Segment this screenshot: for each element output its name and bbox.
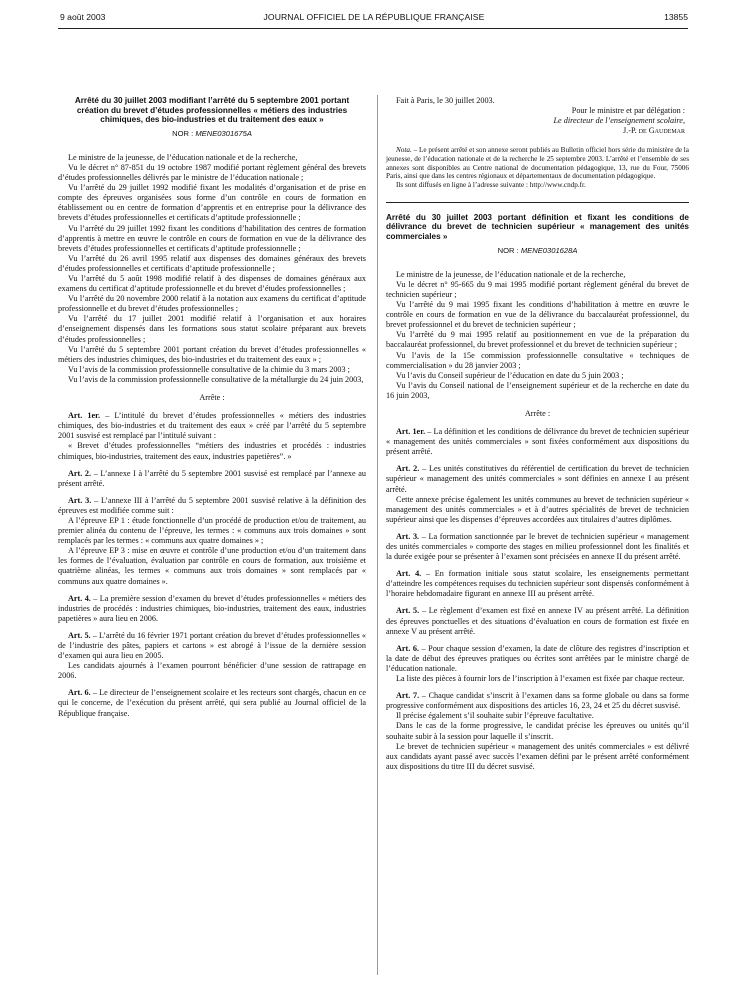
article-gap — [386, 637, 689, 644]
article-text: « Brevet d’études professionnelles “métiers des industries et procédés : industries chimiques, bio-industries, traitement des eaux, industries papetières”. » — [58, 441, 366, 461]
recital-paragraph: Vu l’avis du Conseil supérieur de l’éducation en date du 5 juin 2003 ; — [396, 370, 624, 380]
article-paragraph — [386, 644, 689, 674]
article-text: La liste des pièces à fournir lors de l’inscription à l’examen est fixée par chaque recteur. — [396, 674, 685, 684]
fait-line: Fait à Paris, le 30 juillet 2003. — [396, 96, 495, 105]
article-gap — [386, 562, 689, 569]
decree-title: Arrêté du 30 juillet 2003 modifiant l’arrêté du 5 septembre 2001 portant création du brevet d’études professionnelles « métiers des industries chimiques, des bio-industries et du traitement des eaux » — [74, 96, 350, 125]
recitals — [58, 153, 366, 385]
recital-paragraph: Vu l’arrêté du 17 juillet 2001 modifié relatif à l’organisation et aux horaires d’enseignement dispensés dans les formations sous statut scolaire préparant aux brevets d’études professionnelles ; — [58, 314, 366, 344]
recital-paragraph: Vu l’arrêté du 9 mai 1995 relatif au positionnement en vue de la préparation du baccalauréat professionnel, du brevet professionnel et du brevet de technicien supérieur ; — [386, 330, 689, 350]
signature-line-3: J.-P. de Gaudemar — [623, 126, 685, 136]
article-gap — [386, 457, 689, 464]
recital-paragraph: Vu l’avis de la 15e commission professionnelle consultative « techniques de commercialisation » du 28 janvier 2003 ; — [386, 350, 689, 370]
article-text: – La première session d’examen du brevet d’études professionnelles « métiers des industries de procédés : industries chimiques, bio-industries, traitement des eaux, industries papetières » aura lieu en 2006. — [58, 593, 366, 623]
article-text: – La définition et les conditions de délivrance du brevet de technicien supérieur « management des unités commerciales » sont fixées conformément aux dispositions du présent arrêté. — [386, 427, 689, 457]
recital-paragraph: Vu l’avis du Conseil national de l’enseignement supérieur et de la recherche en date du 16 juin 2003, — [386, 380, 689, 400]
recital-paragraph: Vu le décret n° 87-851 du 19 octobre 1987 modifié portant règlement général des brevets d’études professionnelles délivrés par le ministre de l’éducation nationale ; — [58, 162, 366, 183]
article-continuation — [58, 441, 366, 461]
article-text: – Pour chaque session d’examen, la date de clôture des registres d’inscription et la date de début des épreuves pratiques ou écrites sont arrêtées par le ministre chargé de l’éducation nationale. — [386, 643, 689, 673]
article-paragraph — [386, 606, 689, 636]
article-continuation — [386, 721, 689, 741]
signature-line-1: Pour le ministre et par délégation : — [571, 106, 685, 116]
article-label: Art. 4. — [68, 593, 91, 603]
article-gap — [58, 489, 366, 496]
header-rule — [58, 28, 688, 29]
article-continuation — [58, 516, 366, 546]
article-gap — [58, 462, 366, 469]
article-label: Art. 2. — [68, 468, 92, 478]
article-label: Art. 1er. — [396, 427, 426, 437]
article-gap — [58, 587, 366, 594]
article-text: Dans le cas de la forme progressive, le candidat précise les épreuves ou unités qu’il souhaite subir à la session pour laquelle il s’inscrit. — [386, 721, 689, 741]
nor-reference-2 — [386, 246, 689, 256]
article-label: Art. 6. — [396, 643, 419, 653]
signature-block — [386, 106, 685, 136]
article-text: – L’annexe III à l’arrêté du 5 septembre 2001 susvisé relative à la définition des épreuves est modifiée comme suit : — [58, 495, 366, 515]
article-label: Art. 4. — [396, 569, 422, 579]
decree-title-2: Arrêté du 30 juillet 2003 portant définition et fixant les conditions de délivrance du brevet de technicien supérieur « management des unités commerciales » — [386, 212, 689, 242]
article-text: – L’annexe I à l’arrêté du 5 septembre 2001 susvisé est remplacé par l’annexe au présent arrêté. — [58, 468, 366, 488]
article-text: – L’intitulé du brevet d’études professionnelles « métiers des industries chimiques, des bio-industries et du traitement des eaux » créé par l’arrêté du 5 septembre 2001 susvisé est remplacé par l’intitulé suivant : — [58, 411, 366, 441]
article-text: – La formation sanctionnée par le brevet de technicien supérieur « management des unités commerciales » comporte des stages en milieu professionnel dont les finalités et la durée exigée pour se présenter à l’examen sont précisées en annexe II du présent arrêté. — [386, 531, 689, 562]
article-gap — [386, 525, 689, 532]
article-label: Art. 6. — [68, 688, 91, 698]
section-divider — [386, 202, 689, 203]
article-gap — [58, 624, 366, 631]
article-paragraph — [58, 631, 366, 661]
recital-paragraph: Vu l’arrêté du 29 juillet 1992 fixant les conditions d’habilitation des centres de formation d’apprentis à mettre en œuvre le contrôle en cours de formation en vue de la délivrance des brevets d’études professionnelles et certificats d’aptitude professionnelle ; — [58, 223, 366, 253]
article-continuation — [386, 711, 689, 721]
right-column — [386, 96, 689, 772]
recital-paragraph: Vu l’arrêté du 5 septembre 2001 portant création du brevet d’études professionnelles « métiers des industries chimiques, des bio-industries et du traitement des eaux » ; — [58, 344, 366, 364]
recital-paragraph: Vu l’arrêté du 20 novembre 2000 relatif à la notation aux examens du certificat d’aptitude professionnelle et du brevet d’études professionnelles ; — [58, 294, 366, 314]
nota-text-2: Ils sont diffusés en ligne à l’adresse suivante : http://www.cndp.fr. — [396, 181, 586, 190]
recital-paragraph: Vu l’arrêté du 29 juillet 1992 modifié fixant les modalités d’organisation et de prise en compte des épreuves organisées sous forme d’un contrôle en cours de formation en établissement ou en centre de formation d’apprentis et en entreprise pour la délivrance des brevets d’études professionnelles et certificats d’aptitude professionnelle ; — [58, 183, 366, 223]
recital-paragraph: Le ministre de la jeunesse, de l’éducation nationale et de la recherche, — [396, 269, 626, 279]
article-continuation — [58, 546, 366, 586]
article-label: Art. 3. — [396, 531, 420, 541]
articles — [58, 411, 366, 719]
article-label: Art. 5. — [396, 606, 420, 616]
article-text: – Chaque candidat s’inscrit à l’examen dans sa forme globale ou dans sa forme progressive conformément aux dispositions des articles 16, 23, 24 et 25 du décret susvisé. — [386, 691, 689, 711]
page-header — [0, 12, 748, 26]
recitals-2 — [386, 270, 689, 401]
article-label: Art. 5. — [68, 630, 91, 640]
left-column — [58, 96, 366, 719]
arrete-heading: Arrête : — [199, 393, 225, 403]
article-text: Le brevet de technicien supérieur « management des unités commerciales » est délivré aux candidats ayant passé avec succès l’examen défini par le présent arrêté conformément aux dispositions du titre III du décret susvisé. — [386, 741, 689, 771]
page-number: 13855 — [664, 12, 688, 22]
article-paragraph — [386, 532, 689, 562]
journal-title: JOURNAL OFFICIEL DE LA RÉPUBLIQUE FRANÇAISE — [263, 12, 485, 22]
article-paragraph — [386, 691, 689, 711]
nor-label-2: NOR : — [497, 245, 519, 255]
article-paragraph — [58, 594, 366, 624]
nota — [386, 146, 689, 190]
article-paragraph — [58, 469, 366, 489]
recital-paragraph: Vu l’avis de la commission professionnelle consultative de la chimie du 3 mars 2003 ; — [68, 364, 350, 374]
articles-2 — [386, 427, 689, 772]
nota-label: Nota. — [396, 146, 412, 155]
article-gap — [58, 681, 366, 688]
article-paragraph — [58, 411, 366, 441]
article-continuation — [386, 742, 689, 772]
article-text: Les candidats ajournés à l’examen pourront bénéficier d’une session de rattrapage en 2006. — [58, 661, 366, 681]
recital-paragraph: Le ministre de la jeunesse, de l’éducation nationale et de la recherche, — [68, 152, 298, 162]
nor-value: MENE0301675A — [195, 128, 252, 138]
article-label: Art. 2. — [396, 464, 420, 474]
article-text: – Le règlement d’examen est fixé en annexe IV au présent arrêté. La définition des épreuves ponctuelles et des situations d’évaluation en cours de formation est fixée en annexe V au présent arrêté. — [386, 606, 689, 636]
nor-reference — [58, 129, 366, 139]
article-label: Art. 1er. — [68, 411, 101, 421]
recital-paragraph: Vu le décret n° 95-665 du 9 mai 1995 modifié portant règlement général du brevet de technicien supérieur ; — [386, 279, 689, 299]
article-paragraph — [386, 427, 689, 457]
article-label: Art. 3. — [68, 495, 92, 505]
signature-line-2: Le directeur de l’enseignement scolaire, — [553, 116, 685, 126]
article-paragraph — [58, 496, 366, 516]
article-text: Il précise également s’il souhaite subir l’épreuve facultative. — [396, 711, 594, 721]
article-paragraph — [58, 688, 366, 718]
article-text: A l’épreuve EP 1 : étude fonctionnelle d’un procédé de production et/ou de traitement, au premier alinéa du contenu de l’épreuve, les termes : « communs aux trois domaines » sont remplacés par les termes : « communs aux quatre domaines » ; — [58, 515, 366, 546]
article-gap — [386, 599, 689, 606]
recital-paragraph: Vu l’arrêté du 9 mai 1995 fixant les conditions d’habilitation à mettre en œuvre le contrôle en cours de formation en vue de la délivrance du baccalauréat professionnel, du brevet professionnel et du brevet de technicien supérieur ; — [386, 300, 689, 330]
article-text: – Le directeur de l’enseignement scolaire et les recteurs sont chargés, chacun en ce qui le concerne, de l’exécution du présent arrêté, qui sera publié au Journal officiel de la République française. — [58, 688, 366, 718]
nor-label: NOR : — [172, 128, 194, 138]
nota-text: – Le présent arrêté et son annexe seront publiés au Bulletin officiel hors série du ministère de la jeunesse, de l’éducation nationale et de la recherche le 25 septembre 2003. L’arrêté et l’ensemble de ses annexes sont disponibles au Centre national de documentation pédagogique, 13, rue du Four, 75006 Paris, ainsi que dans les centres régionaux et départementaux de documentation pédagogique. — [386, 146, 689, 181]
article-continuation — [386, 495, 689, 525]
article-continuation — [58, 661, 366, 681]
article-text: A l’épreuve EP 3 : mise en œuvre et contrôle d’une production et/ou d’un traitement dans les formes de l’évaluation, évaluation par contrôle en cours de formation, aux troisième et quatrième alinéas, les termes « communs aux trois domaines » sont remplacés par « communs aux quatre domaines ». — [58, 546, 366, 586]
article-text: Cette annexe précise également les unités communes au brevet de technicien supérieur « management des unités commerciales » et à d’autres spécialités de brevet de technicien supérieur ainsi que les dispenses d’épreuves accordées aux titulaires d’autres diplômes. — [386, 494, 689, 524]
article-text: – En formation initiale sous statut scolaire, les enseignements permettant d’atteindre les compétences requises du technicien supérieur sont dispensés conformément à l’horaire hebdomadaire figurant en annexe III au présent arrêté. — [386, 569, 689, 599]
article-paragraph — [386, 569, 689, 599]
arrete-heading-2: Arrête : — [524, 408, 551, 418]
nor-value-2: MENE0301628A — [520, 245, 578, 255]
article-paragraph — [386, 464, 689, 494]
recital-paragraph: Vu l’arrêté du 26 avril 1995 relatif aux dispenses des domaines généraux des brevets d’études professionnelles et certificats d’aptitude professionnelle ; — [58, 253, 366, 273]
issue-date: 9 août 2003 — [60, 12, 106, 22]
column-separator — [377, 95, 378, 975]
recital-paragraph: Vu l’avis de la commission professionnelle consultative de la métallurgie du 24 juin 2003, — [68, 374, 364, 384]
recital-paragraph: Vu l’arrêté du 5 août 1998 modifié relatif à des dispenses de domaines généraux aux examens du certificat d’aptitude professionnelle et du brevet d’études professionnelles ; — [58, 274, 366, 294]
article-text: – L’arrêté du 16 février 1971 portant création du brevet d’études professionnelles « de l’industrie des pâtes, papiers et cartons » est abrogé à l’issue de la dernière session d’examen qui aura lieu en 2005. — [58, 630, 366, 661]
article-text: – Les unités constitutives du référentiel de certification du brevet de technicien supérieur « management des unités commerciales » sont définies en annexe I au présent arrêté. — [386, 464, 689, 494]
article-label: Art. 7. — [396, 691, 420, 701]
article-gap — [386, 684, 689, 691]
article-continuation — [386, 674, 689, 684]
